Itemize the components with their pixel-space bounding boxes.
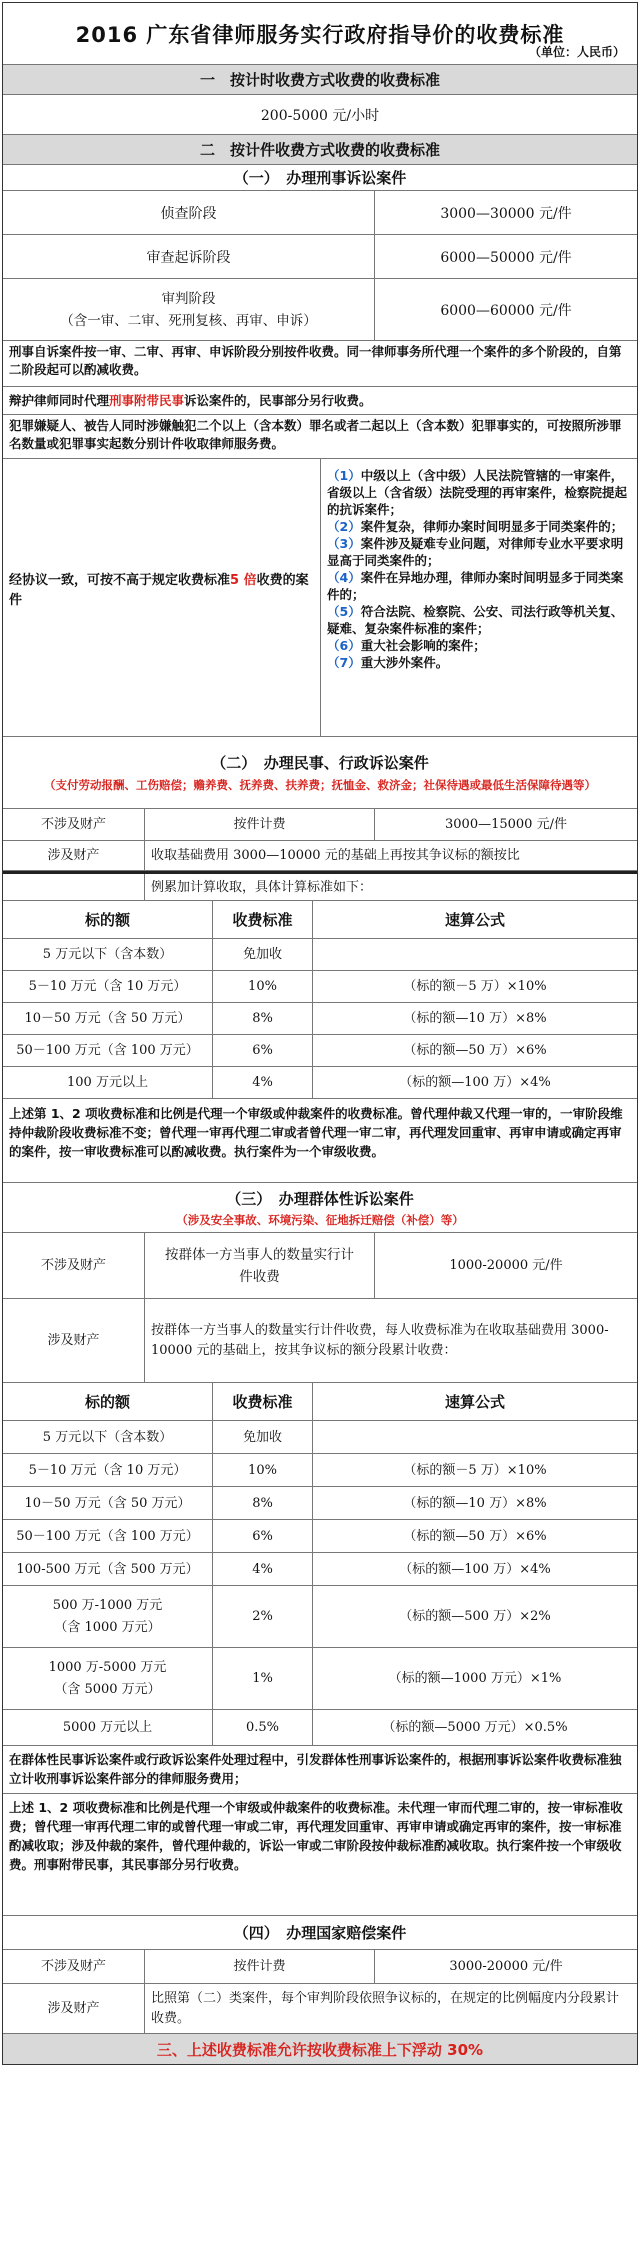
civil-no-property-fee: 3000—15000 元/件	[445, 817, 567, 832]
group-note-1: 在群体性民事诉讼案件或行政诉讼案件处理过程中，引发群体性刑事诉讼案件的，根据刑事诉讼案件收费标准独立计收刑事诉讼案件部分的律师服务费用；	[9, 1752, 622, 1786]
criminal-fee: 3000—30000 元/件	[440, 205, 572, 222]
group-heading: （三） 办理群体性诉讼案件	[226, 1189, 414, 1208]
civil-subheading: （支付劳动报酬、工伤赔偿；赡养费、抚养费、扶养费；抚恤金、救济金；社保待遇或最低生活保障待遇等）	[44, 778, 596, 792]
group-table-row	[3, 1487, 637, 1520]
condition-text: 中级以上（含中级）人民法院管辖的一审案件，省级以上（含省级）法院受理的再审案件，检察院提起的抗诉案件；	[327, 468, 628, 517]
title-row	[3, 3, 637, 65]
group-heading-row	[3, 1183, 637, 1233]
group-property-label: 涉及财产	[3, 1299, 145, 1382]
civil-amount: 10－50 万元（含 50 万元）	[3, 1003, 213, 1034]
condition-text: 案件复杂，律师办案时间明显多于同类案件的；	[360, 519, 624, 534]
civil-table-row	[3, 1035, 637, 1067]
civil-header-rate: 收费标准	[213, 901, 313, 938]
civil-heading: （二） 办理民事、行政诉讼案件	[211, 754, 429, 772]
section-1-value-row	[3, 95, 637, 135]
civil-property-text-continued: 例累加计算收取，具体计算标准如下：	[151, 879, 373, 895]
condition-item	[327, 654, 631, 671]
group-property-row	[3, 1299, 637, 1383]
group-formula	[313, 1421, 637, 1453]
civil-table-row	[3, 971, 637, 1003]
criminal-heading-row	[3, 165, 637, 191]
civil-note: 上述第 1、2 项收费标准和比例是代理一个审级或仲裁案件的收费标准。曾代理仲裁又代理一审的，一审阶段维持仲裁阶段收费标准不变；曾代理一审再代理二审或者曾代理一审二审，再代理发回重审、再审申请或确定再审的案件，按一审收费标准可以酌减收费。执行案件为一个审级收费。	[9, 1106, 623, 1159]
group-rate: 0.5%	[213, 1710, 313, 1745]
group-amount	[3, 1648, 213, 1709]
section-1-heading-row	[3, 65, 637, 95]
condition-text: 重大涉外案件。	[360, 655, 449, 670]
criminal-stage: 侦查阶段	[3, 191, 375, 234]
criminal-stage	[3, 279, 375, 340]
compensation-heading: （四） 办理国家赔偿案件	[233, 1924, 407, 1942]
group-formula: （标的额—5000 万元）×0.5%	[382, 1720, 568, 1735]
compensation-no-property-fee: 3000-20000 元/件	[449, 1959, 563, 1974]
compensation-no-property-row	[3, 1950, 637, 1984]
criminal-note-2-red: 刑事附带民事	[109, 393, 185, 408]
hourly-rate: 200-5000 元/小时	[260, 107, 380, 124]
civil-amount: 5 万元以下（含本数）	[3, 939, 213, 970]
civil-no-property-label: 不涉及财产	[3, 809, 145, 840]
group-subheading: （涉及安全事故、环境污染、征地拆迁赔偿（补偿）等）	[176, 1212, 464, 1227]
section-3-row	[3, 2034, 637, 2064]
group-table-row	[3, 1520, 637, 1553]
group-header-formula: 速算公式	[444, 1393, 505, 1411]
condition-number: （4）	[327, 570, 361, 585]
group-amount: 50－100 万元（含 100 万元）	[3, 1520, 213, 1552]
group-amount: 5－10 万元（含 10 万元）	[3, 1454, 213, 1486]
condition-text: 案件涉及疑难专业问题，对律师专业水平要求明显高于同类案件的；	[327, 536, 624, 568]
criminal-note-1: 刑事自诉案件按一审、二审、再审、申诉阶段分别按件收费。同一律师事务所代理一个案件的多个阶段的，自第二阶段起可以酌减收费。	[9, 344, 622, 377]
criminal-row	[3, 191, 637, 235]
civil-table-row	[3, 1067, 637, 1099]
group-table-row	[3, 1421, 637, 1454]
compensation-no-property-label: 不涉及财产	[3, 1950, 145, 1983]
group-table-row	[3, 1586, 637, 1648]
civil-table-row	[3, 939, 637, 971]
condition-number: （7）	[327, 655, 361, 670]
negotiated-label-b: 收费的案件	[9, 573, 309, 608]
compensation-no-property-method: 按件计费	[145, 1950, 375, 1983]
civil-rate: 4%	[213, 1067, 313, 1098]
criminal-row	[3, 235, 637, 279]
section-3-text: 三、上述收费标准允许按收费标准上下浮动 30%	[156, 2040, 484, 2059]
section-2-heading: 二 按计件收费方式收费的收费标准	[199, 141, 440, 159]
group-note-2-row	[3, 1794, 637, 1916]
criminal-stage: 审查起诉阶段	[3, 235, 375, 278]
group-rate: 6%	[213, 1520, 313, 1552]
group-amount: 5000 万元以上	[3, 1710, 213, 1745]
group-note-2: 上述 1、2 项收费标准和比例是代理一个审级或仲裁案件的收费标准。未代理一审而代理二审的，按一审标准收费；曾代理一审再代理二审的或曾代理一审或二审，再代理发回重审、再审申请或确定再审的案件，按一审标准酌减收取；涉及仲裁的案件，曾代理仲裁的，诉讼一审或二审阶段按仲裁标准酌减收取。执行案件按一个审级收费。刑事附带民事，其民事部分另行收费。	[9, 1800, 623, 1872]
civil-formula: （标的额－5 万）×10%	[403, 979, 547, 994]
criminal-heading: （一） 办理刑事诉讼案件	[233, 169, 407, 187]
compensation-property-row	[3, 1984, 637, 2034]
group-table-header	[3, 1383, 637, 1421]
compensation-heading-row	[3, 1916, 637, 1950]
compensation-property-text: 比照第（二）类案件，每个审判阶段依照争议标的，在规定的比例幅度内分段累计收费。	[151, 1990, 620, 2026]
civil-no-property-row	[3, 809, 637, 841]
criminal-note-2-b: 诉讼案件的，民事部分另行收费。	[184, 393, 372, 408]
civil-formula	[313, 939, 637, 970]
group-table-row	[3, 1648, 637, 1710]
group-table-row	[3, 1454, 637, 1487]
group-amount-line: （含 5000 万元）	[54, 1681, 161, 1697]
condition-number: （1）	[327, 468, 361, 483]
group-formula: （标的额—100 万）×4%	[399, 1561, 551, 1577]
group-no-property-method: 按群体一方当事人的数量实行计件收费	[145, 1233, 375, 1298]
civil-amount: 100 万元以上	[3, 1067, 213, 1098]
group-property-text: 按群体一方当事人的数量实行计件收费，每人收费标准为在收取基础费用 3000-10000 元的基础上，按其争议标的额分段累计收费：	[151, 1322, 609, 1358]
group-note-1-row	[3, 1746, 637, 1794]
negotiated-multiplier: 5 倍	[230, 573, 257, 588]
criminal-note-3-row	[3, 415, 637, 459]
condition-number: （6）	[327, 638, 361, 653]
group-amount: 10－50 万元（含 50 万元）	[3, 1487, 213, 1519]
condition-text: 重大社会影响的案件；	[360, 638, 486, 653]
group-table-row	[3, 1710, 637, 1746]
civil-heading-row	[3, 737, 637, 809]
condition-item	[327, 637, 631, 654]
group-formula: （标的额—10 万）×8%	[403, 1495, 547, 1511]
criminal-fee: 6000—60000 元/件	[440, 302, 572, 319]
section-1-heading: 一 按计时收费方式收费的收费标准	[199, 71, 440, 89]
group-rate: 2%	[213, 1586, 313, 1647]
group-rate: 10%	[213, 1454, 313, 1486]
condition-text: 符合法院、检察院、公安、司法行政等机关复、疑难、复杂案件标准的案件；	[327, 604, 624, 636]
group-rate: 4%	[213, 1553, 313, 1585]
group-table-row	[3, 1553, 637, 1586]
group-no-property-label: 不涉及财产	[3, 1233, 145, 1298]
negotiated-label	[3, 459, 321, 736]
group-amount-line: 500 万-1000 万元	[52, 1597, 163, 1613]
condition-item	[327, 535, 631, 569]
group-rate: 1%	[213, 1648, 313, 1709]
civil-rate: 8%	[213, 1003, 313, 1034]
civil-property-label: 涉及财产	[3, 841, 145, 870]
civil-rate: 免加收	[213, 939, 313, 970]
group-header-rate: 收费标准	[213, 1383, 313, 1420]
group-formula: （标的额－5 万）×10%	[403, 1462, 547, 1478]
criminal-note-2	[3, 387, 637, 414]
civil-rate: 6%	[213, 1035, 313, 1066]
compensation-property-label: 涉及财产	[3, 1984, 145, 2033]
group-formula: （标的额—1000 万元）×1%	[388, 1671, 562, 1686]
page-title: 2016 广东省律师服务实行政府指导价的收费标准	[75, 22, 565, 47]
criminal-note-3: 犯罪嫌疑人、被告人同时涉嫌触犯二个以上（含本数）罪名或者二起以上（含本数）犯罪事实的，可按照所涉罪名数量或犯罪事实起数分别计件收取律师服务费。	[9, 418, 622, 451]
civil-header-formula: 速算公式	[444, 911, 505, 929]
criminal-note-2-row	[3, 387, 637, 415]
criminal-fee: 6000—50000 元/件	[440, 249, 572, 266]
condition-number: （2）	[327, 519, 361, 534]
group-header-amount: 标的额	[3, 1383, 213, 1420]
criminal-stage-detail: （含一审、二审、死刑复核、再审、申诉）	[60, 312, 317, 329]
group-no-property-fee: 1000-20000 元/件	[449, 1258, 563, 1273]
civil-amount: 50－100 万元（含 100 万元）	[3, 1035, 213, 1066]
civil-note-row	[3, 1099, 637, 1183]
criminal-note-2-a: 辩护律师同时代理	[9, 393, 110, 408]
criminal-note-1-row	[3, 341, 637, 387]
unit-label: （单位：人民币）	[528, 45, 625, 59]
civil-property-row	[3, 841, 637, 871]
civil-no-property-method: 按件计费	[145, 809, 375, 840]
condition-item	[327, 569, 631, 603]
condition-number: （3）	[327, 536, 361, 551]
group-rate: 8%	[213, 1487, 313, 1519]
negotiated-row	[3, 459, 637, 737]
civil-amount: 5－10 万元（含 10 万元）	[3, 971, 213, 1002]
civil-rate: 10%	[213, 971, 313, 1002]
group-formula: （标的额—50 万）×6%	[403, 1528, 547, 1544]
civil-table-header	[3, 901, 637, 939]
group-rate: 免加收	[213, 1421, 313, 1453]
civil-property-spacer	[3, 874, 145, 900]
section-2-heading-row	[3, 135, 637, 165]
criminal-row	[3, 279, 637, 341]
group-formula: （标的额—500 万）×2%	[399, 1609, 551, 1624]
condition-text: 案件在异地办理，律师办案时间明显多于同类案件的；	[327, 570, 624, 602]
group-amount: 5 万元以下（含本数）	[3, 1421, 213, 1453]
group-amount-line: （含 1000 万元）	[54, 1619, 161, 1635]
negotiated-conditions	[321, 459, 637, 736]
civil-table-row	[3, 1003, 637, 1035]
group-no-property-row	[3, 1233, 637, 1299]
criminal-stage-title: 审判阶段	[161, 290, 216, 307]
civil-property-continued-row	[3, 871, 637, 901]
condition-number: （5）	[327, 604, 361, 619]
civil-formula: （标的额—50 万）×6%	[403, 1043, 547, 1058]
condition-item	[327, 603, 631, 637]
group-amount: 100-500 万元（含 500 万元）	[3, 1553, 213, 1585]
civil-header-amount: 标的额	[3, 901, 213, 938]
condition-item	[327, 518, 631, 535]
civil-formula: （标的额—100 万）×4%	[399, 1075, 551, 1090]
condition-item	[327, 467, 631, 518]
civil-formula: （标的额—10 万）×8%	[403, 1011, 547, 1026]
civil-property-text: 收取基础费用 3000—10000 元的基础上再按其争议标的额按比	[151, 848, 520, 863]
fee-standard-sheet	[2, 2, 638, 2065]
group-amount-line: 1000 万-5000 万元	[48, 1659, 167, 1675]
negotiated-label-a: 经协议一致，可按不高于规定收费标准	[9, 573, 231, 588]
group-amount	[3, 1586, 213, 1647]
